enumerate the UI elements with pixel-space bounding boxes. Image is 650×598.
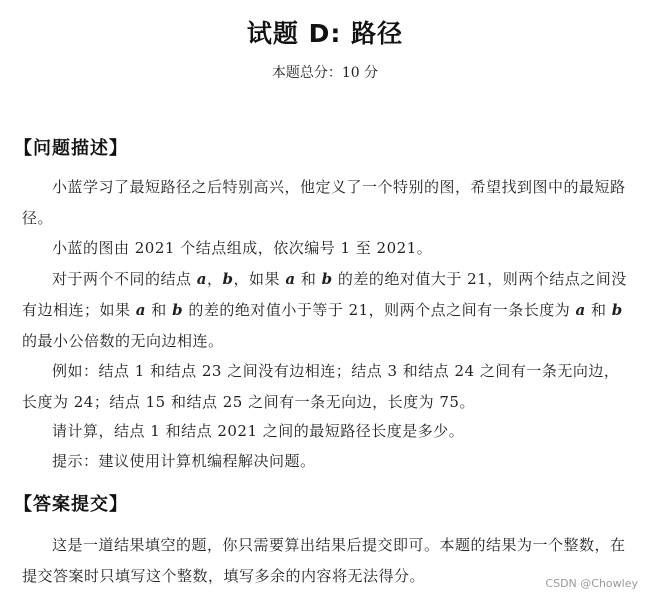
var-b: b (222, 270, 234, 288)
problem-description-heading: 【问题描述】 (14, 138, 128, 159)
edge-rule-text-5: 的差的绝对值大于 21，则两个结点之间没有边相连；如果 (22, 270, 627, 319)
edge-rule-text-6: 的差的绝对值小于等于 21，则两个点之间有一条长度为 (183, 301, 576, 319)
paragraph-edge-rule (22, 264, 634, 357)
edge-rule-text-4: 和 (295, 270, 322, 288)
paragraph-graph-size: 小蓝的图由 2021 个结点组成，依次编号 1 至 2021。 (52, 239, 433, 257)
var-b: b (321, 270, 333, 288)
problem-title: 试题 D: 路径 (246, 19, 404, 48)
paragraph-question: 请计算，结点 1 和结点 2021 之间的最短路径长度是多少。 (52, 422, 465, 440)
var-b: b (611, 301, 623, 319)
paragraph-hint: 提示：建议使用计算机编程解决问题。 (52, 452, 316, 470)
edge-rule-text-4c: 和 (585, 301, 612, 319)
var-b: b (172, 301, 184, 319)
edge-rule-text-7: 的最小公倍数的无向边相连。 (22, 332, 224, 350)
edge-rule-text-1: 对于两个不同的结点 (52, 270, 197, 288)
edge-rule-text-3: ，如果 (233, 270, 286, 288)
edge-rule-text-2: ， (207, 270, 223, 288)
var-a: a (196, 270, 208, 288)
answer-submission-heading: 【答案提交】 (14, 494, 128, 515)
paragraph-example: 例如：结点 1 和结点 23 之间没有边相连；结点 3 和结点 24 之间有一条无向边，长度为 24；结点 15 和结点 25 之间有一条无向边，长度为 75。 (22, 362, 620, 411)
csdn-watermark: CSDN @Chowley (545, 577, 638, 590)
var-a: a (135, 301, 147, 319)
edge-rule-text-4b: 和 (146, 301, 173, 319)
var-a: a (575, 301, 586, 319)
var-a: a (285, 270, 296, 288)
score-subtitle: 本题总分：10 分 (271, 65, 379, 81)
paragraph-intro: 小蓝学习了最短路径之后特别高兴，他定义了一个特别的图，希望找到图中的最短路径。 (22, 178, 626, 227)
paragraph-answer-instructions: 这是一道结果填空的题，你只需要算出结果后提交即可。本题的结果为一个整数，在提交答案时只填写这个整数，填写多余的内容将无法得分。 (22, 536, 626, 585)
